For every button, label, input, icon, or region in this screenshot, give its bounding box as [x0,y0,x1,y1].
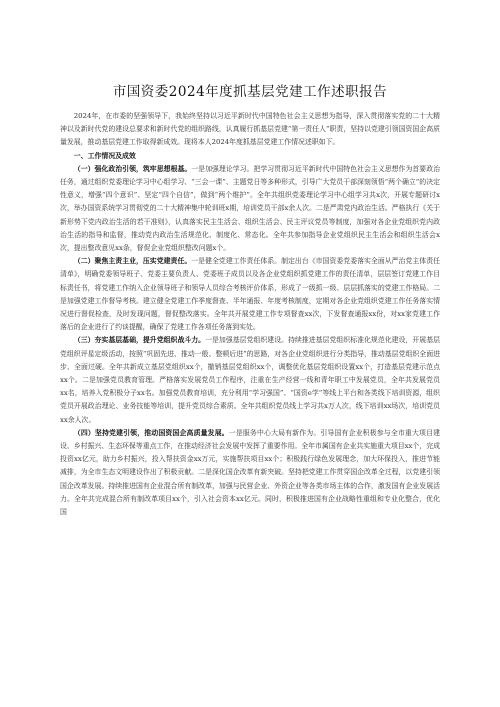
paragraph-lead: （二）聚焦主责主业，压实党建责任。 [73,257,192,266]
paragraph-text: 2024年，在市委的坚强领导下，我始终坚持以习近平新时代中国特色社会主义思想为指导，深入贯彻落实党的二十大精神以及新时代党的建设总要求和新时代党的组织路线，认真履行抓基层党建“第一责任人”职责，坚持以党建引领国资国企高质量发展，推动基层党建工作取得新成效。现将本人2024年度抓基层党建工作情况述职如下。 [60,112,440,147]
paragraph-text: 一是服务中心大局有新作为。引导国有企业积极参与全市重大项目建设、乡村振兴、生态环保等重点工作，在推动经济社会发展中发挥了重要作用。全年市属国有企业共实施重大项目xx个，完成投资xx亿元，助力乡村振兴，投入帮扶资金xx万元，实施帮扶项目xx个；积极践行绿色发展理念，加大环保投入，推进节能减排，为全市生态文明建设作出了积极贡献。二是深化国企改革有新突破。坚持把党建工作贯穿国企改革全过程，以党建引领国企改革发展。持续推进国有企业混合所有制改革，加强与民营企业、外资企业等各类市场主体的合作，激发国有企业发展活力。全年共完成混合所有制改革项目xx个，引入社会资本xx亿元。同时，积极推进国有企业战略性重组和专业化整合，优化国 [60,428,440,517]
paragraph-lead: （四）坚持党建引领，推动国资国企高质量发展。 [73,428,229,437]
section-heading: 一、工作情况及成效 [73,151,136,160]
paragraph [60,255,440,334]
paragraph-lead: （三）夯实基层基础，提升党组织战斗力。 [73,336,206,345]
document-title: 市国资委2024年度抓基层党建工作述职报告 [112,84,388,100]
paragraph-text: 一是加强理论学习。把学习贯彻习近平新时代中国特色社会主义思想作为首要政治任务，通过组织党委理论学习中心组学习、“三会一课”、主题党日等多种形式，引导广大党员干部深刻领悟“两个确立”的决定性意义，增强“四个意识”、坚定“四个自信”，做到“两个维护”。全年共组织党委理论学习中心组学习共x次，开展专题研讨x次，举办国资系统学习贯彻党的二十大精神集中轮训班x期，培训党员干部x余人次。二是严肃党内政治生活。严格执行《关于新形势下党内政治生活的若干准则》，认真落实民主生活会、组织生活会、民主评议党员等制度，加强对各企业党组织党内政治生活的指导和监督，推动党内政治生活规范化、制度化、常态化。全年共参加指导企业党组织民主生活会和组织生活会x次，提出整改意见xx条，督促企业党组织整改问题x个。 [60,164,440,253]
document-body [60,110,440,519]
paragraph [60,334,440,426]
paragraph [60,110,440,150]
paragraph-text: 一是加强基层党组织建设。持续推进基层党组织标准化规范化建设，开展基层党组织评星定级活动，按照“巩固先进、推动一般、整顿后进”的思路，对各企业党组织进行分类指导，推动基层党组织全面进步、全面过硬。全年共新成立基层党组织xx个，撤销基层党组织xx个，调整优化基层党组织设置xx个，打造基层党建示范点xx个。二是加强党员教育管理。严格落实发展党员工作程序，注重在生产经营一线和青年职工中发展党员，全年共发展党员xx名，培养入党积极分子xx名。加强党员教育培训，充分利用“学习强国”、“国资e学”等线上平台和各类线下培训资源，组织党员开展政治理论、业务技能等培训，提升党员综合素质。全年共组织党员线上学习共x万人次，线下培训xx场次，培训党员xx余人次。 [60,336,441,424]
paragraph-text: 一是健全党建工作责任体系。制定出台《市国资委党委落实全面从严治党主体责任清单》，明确党委领导班子、党委主要负责人、党委班子成员以及各企业党组织抓党建工作的责任清单，层层签订党建工作目标责任书，将党建工作纳入企业领导班子和领导人员综合考核评价体系，形成了一级抓一级、层层抓落实的党建工作格局。二是加强党建工作督导考核。建立健全党建工作季度督查、半年通报、年度考核制度，定期对各企业党组织党建工作任务落实情况进行督促检查，及时发现问题，督促整改落实。全年共开展党建工作专项督查xx次，下发督查通报xx份，对xx家党建工作落后的企业进行了约谈提醒，确保了党建工作各项任务落到实处。 [60,257,440,332]
paragraph [60,163,440,255]
paragraph [60,427,440,519]
paragraph-lead: （一）强化政治引领，筑牢思想根基。 [73,164,192,173]
